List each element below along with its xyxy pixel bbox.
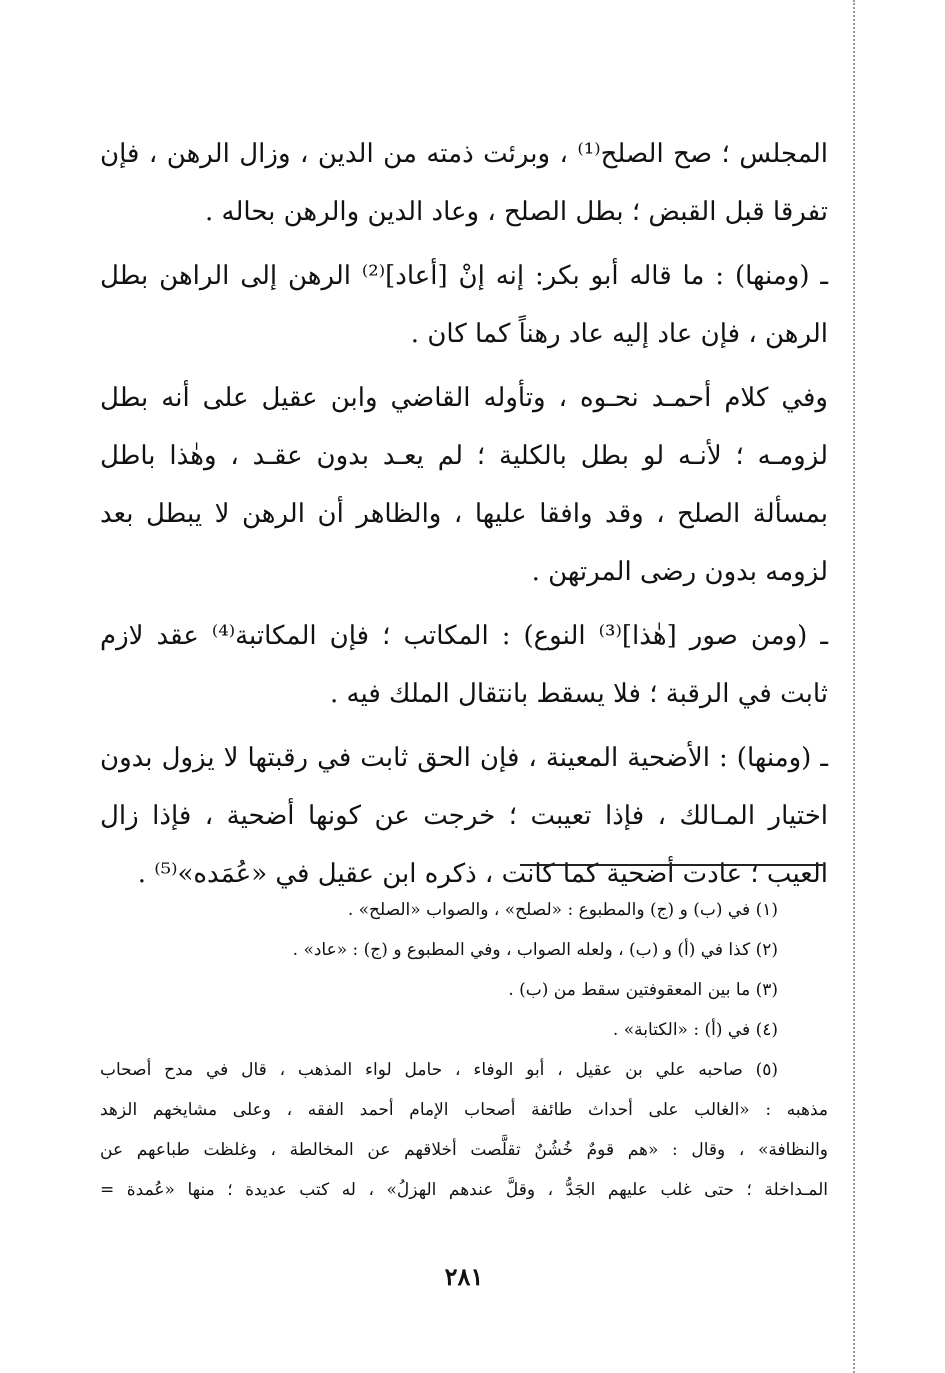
main-text bbox=[100, 125, 828, 909]
paragraph-5: ـ (ومنها) : الأضحية المعينة ، فإن الحق ثابت في رقبتها لا يزول بدون اختيار المـالك ، فإذا تعيبت ؛ خرجت عن كونها أضحية ، فإذا زال العيب ؛ عادت أضحية كما كانت ، ذكره ابن عقيل في «عُمَده»⁽⁵⁾ . bbox=[100, 743, 828, 889]
footnote-5-line-4: المـداخلة ؛ حتى غلب عليهم الجَدُّ ، وقلَّ عندهم الهزلُ» ، له كتب عديدة ؛ منها «عُمدة = bbox=[100, 1180, 828, 1200]
footnote-1: (١) في (ب) و (ج) والمطبوع : «لصلح» ، والصواب «الصلح» . bbox=[347, 900, 778, 920]
footnote-5: (٥) صاحبه علي بن عقيل ، أبو الوفاء ، حامل لواء المذهب ، قال في مدح أصحاب bbox=[100, 1060, 778, 1080]
margin-dotted-line bbox=[853, 0, 855, 1373]
footnote-5-line-2: مذهبه : «الغالب على أحداث طائفة أصحاب الإمام أحمد الفقه ، وعلى مشايخهم الزهد bbox=[100, 1100, 828, 1120]
paragraph-1: المجلس ؛ صح الصلح⁽¹⁾ ، وبرئت ذمته من الدين ، وزال الرهن ، فإن تفرقا قبل القبض ؛ بطل الصلح ، وعاد الدين والرهن بحاله . bbox=[100, 139, 828, 227]
paragraph-3: وفي كلام أحمـد نحـوه ، وتأوله القاضي وابن عقيل على أنه بطل لزومـه ؛ لأنـه لو بطل بالكلية ؛ لم يعـد بدون عقـد ، وهٰذا باطل بمسألة الصلح ، وقد وافقا عليها ، والظاهر أن الرهن لا يبطل بعد لزومه بدون رضى المرتهن . bbox=[100, 383, 828, 587]
footnote-4: (٤) في (أ) : «الكتابة» . bbox=[612, 1020, 778, 1040]
footnotes bbox=[100, 890, 828, 1210]
paragraph-2: ـ (ومنها) : ما قاله أبو بكر: إنه إنْ [أعاد]⁽²⁾ الرهن إلى الراهن بطل الرهن ، فإن عاد إليه عاد رهناً كما كان . bbox=[100, 261, 829, 349]
paragraph-4: ـ (ومن صور [هٰذا]⁽³⁾ النوع) : المكاتب ؛ فإن المكاتبة⁽⁴⁾ عقد لازم ثابت في الرقبة ؛ فلا يسقط بانتقال الملك فيه . bbox=[100, 621, 828, 709]
page-number: ٢٨١ bbox=[444, 1262, 484, 1291]
footnote-separator bbox=[520, 864, 823, 866]
footnote-5-line-3: والنظافة» ، وقال : «هم قومٌ خُشُنٌ تقلَّصت أخلاقهم عن المخالطة ، وغلظت طباعهم عن bbox=[100, 1140, 828, 1160]
footnote-2: (٢) كذا في (أ) و (ب) ، ولعله الصواب ، وفي المطبوع و (ج) : «عاد» . bbox=[292, 940, 778, 960]
footnote-3: (٣) ما بين المعقوفتين سقط من (ب) . bbox=[508, 980, 778, 1000]
